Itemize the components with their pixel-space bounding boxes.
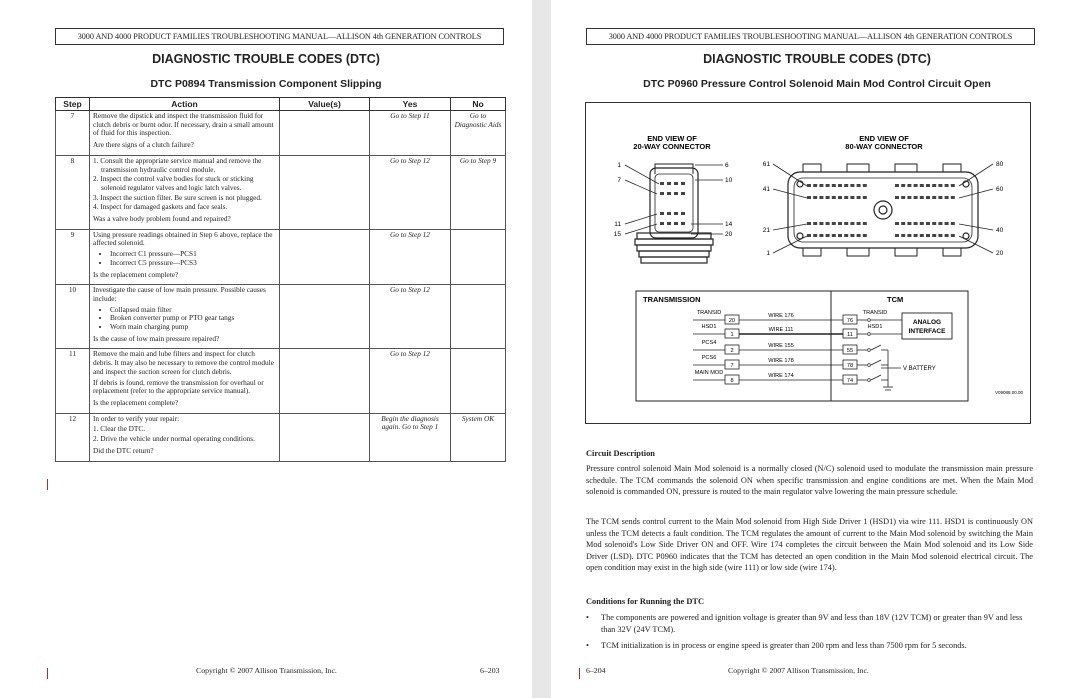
yes-cell: Go to Step 12 <box>370 229 451 285</box>
conn80-title-line1: END VIEW OF <box>859 134 909 143</box>
action-bullet: • Incorrect C1 pressure—PCS1 <box>110 250 276 259</box>
step-cell: 7 <box>56 111 90 156</box>
action-bullets <box>93 306 276 332</box>
pin-cavity <box>895 184 899 187</box>
action-question: Is the cause of low main pressure repaired? <box>93 333 220 343</box>
pin-cavity <box>813 196 817 199</box>
pin-cavity <box>850 196 854 199</box>
pin-label: 1 <box>766 250 770 257</box>
tcm-signal-label: HSD1 <box>867 324 883 330</box>
values-cell <box>280 413 370 461</box>
no-cell <box>451 285 506 349</box>
pin-cavity <box>813 184 817 187</box>
component-label: PCS4 <box>701 340 717 346</box>
pin-cavity <box>895 196 899 199</box>
footer-copyright: Copyright © 2007 Allison Transmission, Inc. <box>728 666 869 675</box>
pin-label: 15 <box>613 231 621 238</box>
pin-cavity <box>938 222 942 225</box>
action-substep: 2. Inspect the control valve bodies for stuck or sticking solenoid regulator valves and logic latch valves. <box>93 174 254 192</box>
conn20-title-line1: END VIEW OF <box>647 134 697 143</box>
pin-cavity <box>844 196 848 199</box>
header-step: Step <box>56 98 90 111</box>
pin-number: 55 <box>846 348 854 354</box>
action-text: If debris is found, remove the transmission for overhaul or replacement (refer to the appropriate service manual). <box>93 377 264 396</box>
pin-cavity <box>807 196 811 199</box>
pin-label: 80 <box>996 161 1004 168</box>
pin-cavity <box>932 184 936 187</box>
action-cell <box>90 349 280 413</box>
step-cell: 12 <box>56 413 90 461</box>
section-title: DIAGNOSTIC TROUBLE CODES (DTC) <box>703 52 931 66</box>
header-values: Value(s) <box>280 98 370 111</box>
pin-cavity <box>945 196 949 199</box>
yes-cell: Go to Step 12 <box>370 285 451 349</box>
pin-cavity <box>819 222 823 225</box>
pin-cavity <box>838 234 842 237</box>
switch-contact <box>868 349 871 352</box>
circuit-description-heading: Circuit Description <box>586 449 655 458</box>
analog-interface-line1: ANALOG <box>912 319 942 326</box>
pin-cavity <box>926 184 930 187</box>
conn80-title-line2: 80-WAY CONNECTOR <box>845 142 923 151</box>
table-header-row <box>56 98 506 111</box>
paragraph-2: The TCM sends control current to the Main Mod solenoid from High Side Driver 1 (HSD1) via wire 111. HSD1 is continuously ON unless the TCM detects a fault condition. The TCM regulates the amount of current to the Main Mod solenoid by switching the Main Mod solenoid's Low Side Driver ON and OFF. Wire 174 completes the circuit between the Main Mod solenoid and its Low Side Driver (LSD). DTC P0960 indicates that the TCM has detected an open condition in the Main Mod solenoid electrical circuit. The open condition may exist in the high side (wire 111) or low side (wire 174). <box>586 517 1033 573</box>
pin-cavity <box>813 222 817 225</box>
values-cell <box>280 229 370 285</box>
action-text: In order to verify your repair: <box>93 413 180 423</box>
header-yes: Yes <box>370 98 451 111</box>
pin-cavity <box>863 234 867 237</box>
pin-label: 6 <box>725 162 729 169</box>
pin-label: 61 <box>762 161 770 168</box>
pin-number: 1 <box>730 332 734 338</box>
pin-cavity <box>907 196 911 199</box>
condition-bullet: • The components are powered and ignition voltage is greater than 9V and less than 18V (12V TCM) or greater than 9V and less than 32V (24V TCM). <box>586 612 1033 635</box>
pin-cavity <box>844 234 848 237</box>
action-text: Remove the main and lube filters and inspect for clutch debris. It may also be necessary to remove the control module and inspect the suction screen for clutch debris. <box>93 349 274 376</box>
pin-cavity <box>926 234 930 237</box>
paragraph-1: Pressure control solenoid Main Mod solenoid is a normally closed (N/C) solenoid used to modulate the transmission main pressure schedule. The TCM commands the solenoid ON when specific transmission and engine conditions are met. When the Main Mod solenoid is commanded ON, pressure is routed to the main regulator valve lowering the main pressure schedule. <box>586 464 1033 497</box>
wire-label: WIRE 155 <box>768 343 794 349</box>
pin-cavity <box>938 196 942 199</box>
wiring-diagram <box>585 102 1031 424</box>
action-question: Was a valve body problem found and repaired? <box>93 214 231 224</box>
pin-cavity <box>857 234 861 237</box>
action-cell <box>90 285 280 349</box>
no-cell <box>451 229 506 285</box>
component-label: MAIN MOD <box>694 370 724 376</box>
page-number: 6–203 <box>480 666 500 675</box>
switch-arm <box>871 375 881 380</box>
pin-cavity <box>863 222 867 225</box>
action-bullet: • Collapsed main filter <box>110 306 276 315</box>
conn20-title-line2: 20-WAY CONNECTOR <box>633 142 711 151</box>
pin-cavity <box>832 184 836 187</box>
switch-arm <box>871 360 881 365</box>
component-label: HSD1 <box>701 324 717 330</box>
action-cell <box>90 111 280 156</box>
transmission-label: TRANSMISSION <box>643 295 701 304</box>
action-cell <box>90 229 280 285</box>
yes-cell: Go to Step 11 <box>370 111 451 156</box>
action-cell <box>90 413 280 461</box>
dtc-title: DTC P0894 Transmission Component Slipping <box>150 78 382 90</box>
pin-cavity <box>863 184 867 187</box>
pin-number: 76 <box>846 318 854 324</box>
analog-interface-line2: INTERFACE <box>908 328 946 335</box>
change-bar <box>579 668 580 679</box>
pin-cavity <box>844 184 848 187</box>
schematic-box <box>636 291 968 401</box>
pin-cavity <box>807 222 811 225</box>
table-row <box>56 285 506 349</box>
action-substep: 1. Consult the appropriate service manual and remove the transmission hydraulic control module. <box>93 155 262 174</box>
change-bar <box>47 479 48 490</box>
pin-cavity <box>920 222 924 225</box>
pin-cavity <box>914 234 918 237</box>
running-header: 3000 AND 4000 PRODUCT FAMILIES TROUBLESHOOTING MANUAL—ALLISON 4th GENERATION CONTROLS <box>55 28 504 45</box>
pin-cavity <box>850 222 854 225</box>
pin-label: 20 <box>996 250 1004 257</box>
values-cell <box>280 111 370 156</box>
table-row <box>56 349 506 413</box>
step-cell: 9 <box>56 229 90 285</box>
pin-cavity <box>813 234 817 237</box>
pin-cavity <box>832 196 836 199</box>
action-question: Is the replacement complete? <box>93 397 179 407</box>
step-cell: 11 <box>56 349 90 413</box>
action-question: Did the DTC return? <box>93 445 154 455</box>
pin-cavity <box>920 234 924 237</box>
pin-cavity <box>838 222 842 225</box>
switch-contact <box>868 364 871 367</box>
no-cell: System OK <box>451 413 506 461</box>
schematic-rows <box>693 310 902 390</box>
pin-cavity <box>819 184 823 187</box>
action-substep: 2. Drive the vehicle under normal operating conditions. <box>93 434 255 444</box>
pin-cavity <box>920 184 924 187</box>
wire-label: WIRE 176 <box>768 313 794 319</box>
no-cell: Go to Step 9 <box>451 155 506 229</box>
action-bullet: • Incorrect C5 pressure—PCS3 <box>110 259 276 268</box>
step-cell: 10 <box>56 285 90 349</box>
pin-cavity <box>901 196 905 199</box>
action-substep: 1. Clear the DTC. <box>93 424 146 434</box>
action-text: Using pressure readings obtained in Step 6 above, replace the affected solenoid. <box>93 229 273 248</box>
pin-cavity <box>850 234 854 237</box>
pin-cavity <box>932 222 936 225</box>
action-text: Investigate the cause of low main pressure. Possible causes include: <box>93 285 266 303</box>
pin-cavity <box>826 222 830 225</box>
pin-number: 20 <box>728 318 736 324</box>
figure-id: V09088.00.00 <box>995 390 1024 395</box>
action-question: Are there signs of a clutch failure? <box>93 140 194 150</box>
pin-cavity <box>857 196 861 199</box>
table-row <box>56 155 506 229</box>
pin-label: 60 <box>996 186 1004 193</box>
pin-cavity <box>819 234 823 237</box>
action-substep: 3. Inspect the suction filter. Be sure screen is not plugged. <box>93 192 262 202</box>
connector-20-pins <box>660 182 685 225</box>
step-cell: 8 <box>56 155 90 229</box>
pin-number: 11 <box>847 332 853 338</box>
pin-cavity <box>914 222 918 225</box>
connector-80-leaders <box>773 164 993 253</box>
connector-80-pins <box>807 184 955 237</box>
pin-cavity <box>901 234 905 237</box>
pin-cavity <box>920 196 924 199</box>
tcm-label: TCM <box>887 295 904 304</box>
pin-cavity <box>807 184 811 187</box>
pin-cavity <box>895 234 899 237</box>
pin-cavity <box>826 184 830 187</box>
no-cell <box>451 349 506 413</box>
component-label: PCS6 <box>701 355 717 361</box>
no-cell: Go to Diagnostic Aids <box>451 111 506 156</box>
component-label: TRANSID <box>696 310 722 316</box>
pin-cavity <box>938 184 942 187</box>
analog-interface-box <box>902 313 952 339</box>
pin-cavity <box>907 184 911 187</box>
pin-label: 14 <box>725 221 733 228</box>
values-cell <box>280 349 370 413</box>
wire-label: WIRE 178 <box>768 358 794 364</box>
switch-contact <box>868 319 871 322</box>
connector-80-way <box>788 164 978 256</box>
switch-contact <box>868 379 871 382</box>
vbattery-label: V BATTERY <box>903 366 936 372</box>
pin-label: 40 <box>996 227 1004 234</box>
pin-cavity <box>945 234 949 237</box>
switch-arm <box>871 345 881 350</box>
pin-label: 21 <box>762 227 770 234</box>
action-question: Is the replacement complete? <box>93 269 179 279</box>
pin-cavity <box>945 184 949 187</box>
header-action: Action <box>90 98 280 111</box>
pin-cavity <box>844 222 848 225</box>
left-page <box>0 0 532 698</box>
pin-cavity <box>907 234 911 237</box>
pin-label: 20 <box>725 231 733 238</box>
pin-cavity <box>807 234 811 237</box>
condition-bullet-text: TCM initialization is in process or engine speed is greater than 200 rpm and less than 7500 rpm for 5 seconds. <box>601 641 967 650</box>
action-cell <box>90 155 280 229</box>
header-no: No <box>451 98 506 111</box>
pin-cavity <box>932 234 936 237</box>
tcm-signal-label: TRANSID <box>862 310 888 316</box>
action-text: Remove the dipstick and inspect the transmission fluid for clutch debris or burnt odor. If necessary, drain a small amount of fluid for this inspection. <box>93 111 274 138</box>
pin-cavity <box>901 222 905 225</box>
action-bullets <box>93 250 276 267</box>
condition-bullet: • TCM initialization is in process or engine speed is greater than 200 rpm and less than 7500 rpm for 5 seconds. <box>586 640 1033 652</box>
pin-cavity <box>932 196 936 199</box>
wire-label: WIRE 111 <box>768 327 794 333</box>
pin-cavity <box>895 222 899 225</box>
pin-label: 1 <box>617 162 621 169</box>
pin-cavity <box>926 196 930 199</box>
right-page <box>551 0 1083 698</box>
values-cell <box>280 285 370 349</box>
yes-cell: Go to Step 12 <box>370 349 451 413</box>
pin-cavity <box>907 222 911 225</box>
dtc-title: DTC P0960 Pressure Control Solenoid Main Mod Control Circuit Open <box>643 78 991 90</box>
pin-label: 10 <box>725 177 733 184</box>
conditions-heading: Conditions for Running the DTC <box>586 597 705 606</box>
values-cell <box>280 155 370 229</box>
pin-cavity <box>926 222 930 225</box>
pin-number: 74 <box>846 378 854 384</box>
change-bar <box>47 668 48 679</box>
pin-number: 8 <box>730 378 734 384</box>
pin-cavity <box>838 184 842 187</box>
pin-cavity <box>914 196 918 199</box>
action-bullet: • Worn main charging pump <box>110 323 276 332</box>
pin-cavity <box>819 196 823 199</box>
footer-copyright: Copyright © 2007 Allison Transmission, Inc. <box>196 666 337 675</box>
pin-cavity <box>863 196 867 199</box>
table-row <box>56 413 506 461</box>
table-row <box>56 111 506 156</box>
yes-cell: Go to Step 12 <box>370 155 451 229</box>
switch-contact <box>868 333 871 336</box>
table-row <box>56 229 506 285</box>
pin-number: 2 <box>730 348 734 354</box>
pin-number: 78 <box>846 363 854 369</box>
pin-cavity <box>951 234 955 237</box>
pin-cavity <box>938 234 942 237</box>
pin-cavity <box>838 196 842 199</box>
pin-label: 41 <box>762 186 770 193</box>
pin-label: 7 <box>617 177 621 184</box>
pin-cavity <box>857 184 861 187</box>
pin-label: 11 <box>614 221 621 228</box>
pin-cavity <box>914 184 918 187</box>
wire-label: WIRE 174 <box>768 373 794 379</box>
pin-cavity <box>945 222 949 225</box>
pin-cavity <box>951 196 955 199</box>
pin-cavity <box>832 222 836 225</box>
pin-cavity <box>951 184 955 187</box>
pin-cavity <box>901 184 905 187</box>
pin-cavity <box>951 222 955 225</box>
yes-cell: Begin the diagnosis again. Go to Step 1 <box>370 413 451 461</box>
pin-number: 7 <box>730 363 734 369</box>
pin-cavity <box>826 234 830 237</box>
pin-cavity <box>826 196 830 199</box>
page-number: 6–204 <box>586 666 606 675</box>
pin-cavity <box>850 184 854 187</box>
pin-cavity <box>832 234 836 237</box>
section-title: DIAGNOSTIC TROUBLE CODES (DTC) <box>152 52 380 66</box>
action-substep: 4. Inspect for damaged gaskets and face seals. <box>93 202 228 212</box>
action-bullet: • Broken converter pump or PTO gear tangs <box>110 314 276 323</box>
condition-bullet-text: The components are powered and ignition voltage is greater than 9V and less than 18V (12V TCM) or greater than 9V and less than 32V (24V TCM). <box>601 613 1023 634</box>
troubleshooting-table <box>55 97 506 462</box>
running-header: 3000 AND 4000 PRODUCT FAMILIES TROUBLESHOOTING MANUAL—ALLISON 4th GENERATION CONTROLS <box>586 28 1035 45</box>
pin-cavity <box>857 222 861 225</box>
